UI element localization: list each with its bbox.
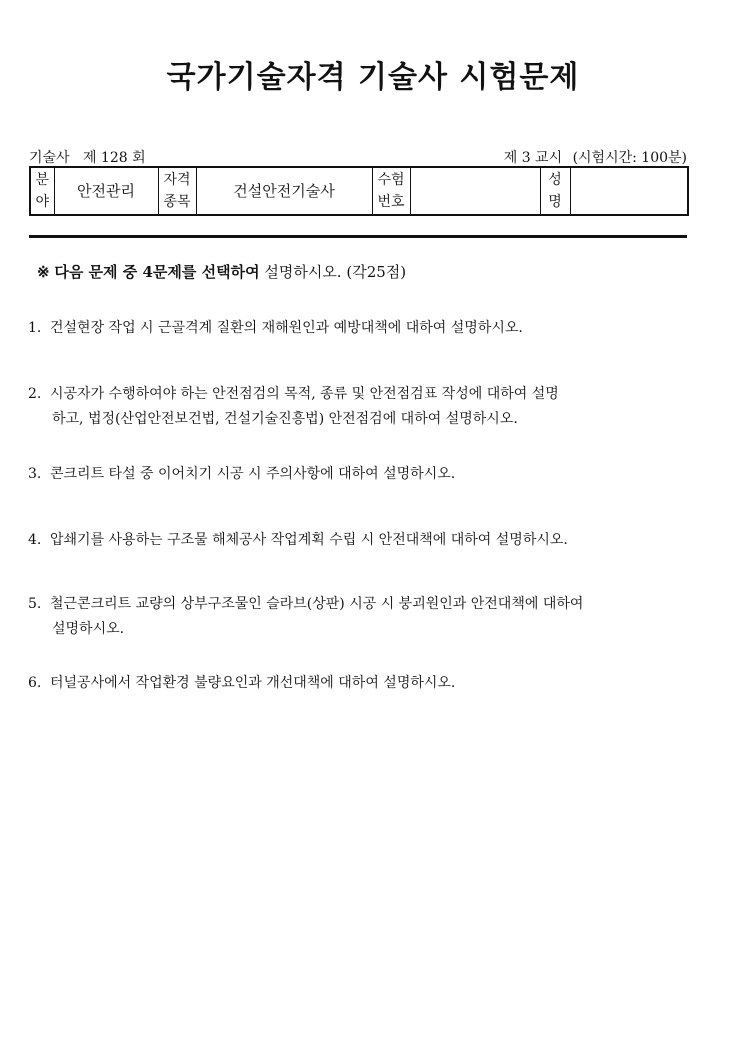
instruction bbox=[37, 261, 406, 282]
field-value: 안전관리 bbox=[54, 167, 158, 215]
instruction-bold: 다음 문제 중 4문제를 선택하여 bbox=[54, 263, 260, 281]
exam-meta-row bbox=[29, 147, 687, 167]
instruction-rest: 설명하시오. (각25점) bbox=[264, 263, 407, 281]
time-label: (시험시간: 100분) bbox=[572, 150, 687, 166]
page-title: 국가기술자격 기술사 시험문제 bbox=[166, 60, 580, 95]
exam-round bbox=[29, 147, 146, 167]
exam-session bbox=[498, 147, 687, 167]
exam-number-label: 수험 번호 bbox=[372, 167, 410, 215]
qualification-label: 자격 종목 bbox=[158, 167, 196, 215]
exam-number-field[interactable] bbox=[410, 167, 540, 215]
field-label: 분 야 bbox=[30, 167, 54, 215]
question-6: 6. 터널공사에서 작업환경 불량요인과 개선대책에 대하여 설명하시오. bbox=[28, 675, 456, 691]
name-label: 성 명 bbox=[540, 167, 570, 215]
qualification-value: 건설안전기술사 bbox=[196, 167, 372, 215]
round-label: 기술사 bbox=[29, 150, 70, 166]
name-field[interactable] bbox=[570, 167, 688, 215]
question-3: 3. 콘크리트 타설 중 이어치기 시공 시 주의사항에 대하여 설명하시오. bbox=[28, 466, 456, 482]
question-4: 4. 압쇄기를 사용하는 구조물 해체공사 작업계획 수립 시 안전대책에 대하여 설명하시오. bbox=[28, 532, 568, 548]
question-1: 1. 건설현장 작업 시 근골격계 질환의 재해원인과 예방대책에 대하여 설명하시오. bbox=[28, 320, 523, 336]
divider bbox=[29, 235, 687, 238]
session-label: 제 3 교시 bbox=[503, 150, 563, 166]
reference-mark: ※ bbox=[37, 263, 50, 281]
question-5: 5. 철근콘크리트 교량의 상부구조물인 슬라브(상판) 시공 시 붕괴원인과 안전대책에 대하여 설명하시오. bbox=[28, 596, 584, 637]
round-number: 제 128 회 bbox=[82, 150, 146, 166]
question-2: 2. 시공자가 수행하여야 하는 안전점검의 목적, 종류 및 안전점검표 작성에 대하여 설명 하고, 법정(산업안전보건법, 건설기술진흥법) 안전점검에 대하여 설명하시오. bbox=[28, 386, 559, 427]
exam-info-table bbox=[29, 166, 689, 216]
